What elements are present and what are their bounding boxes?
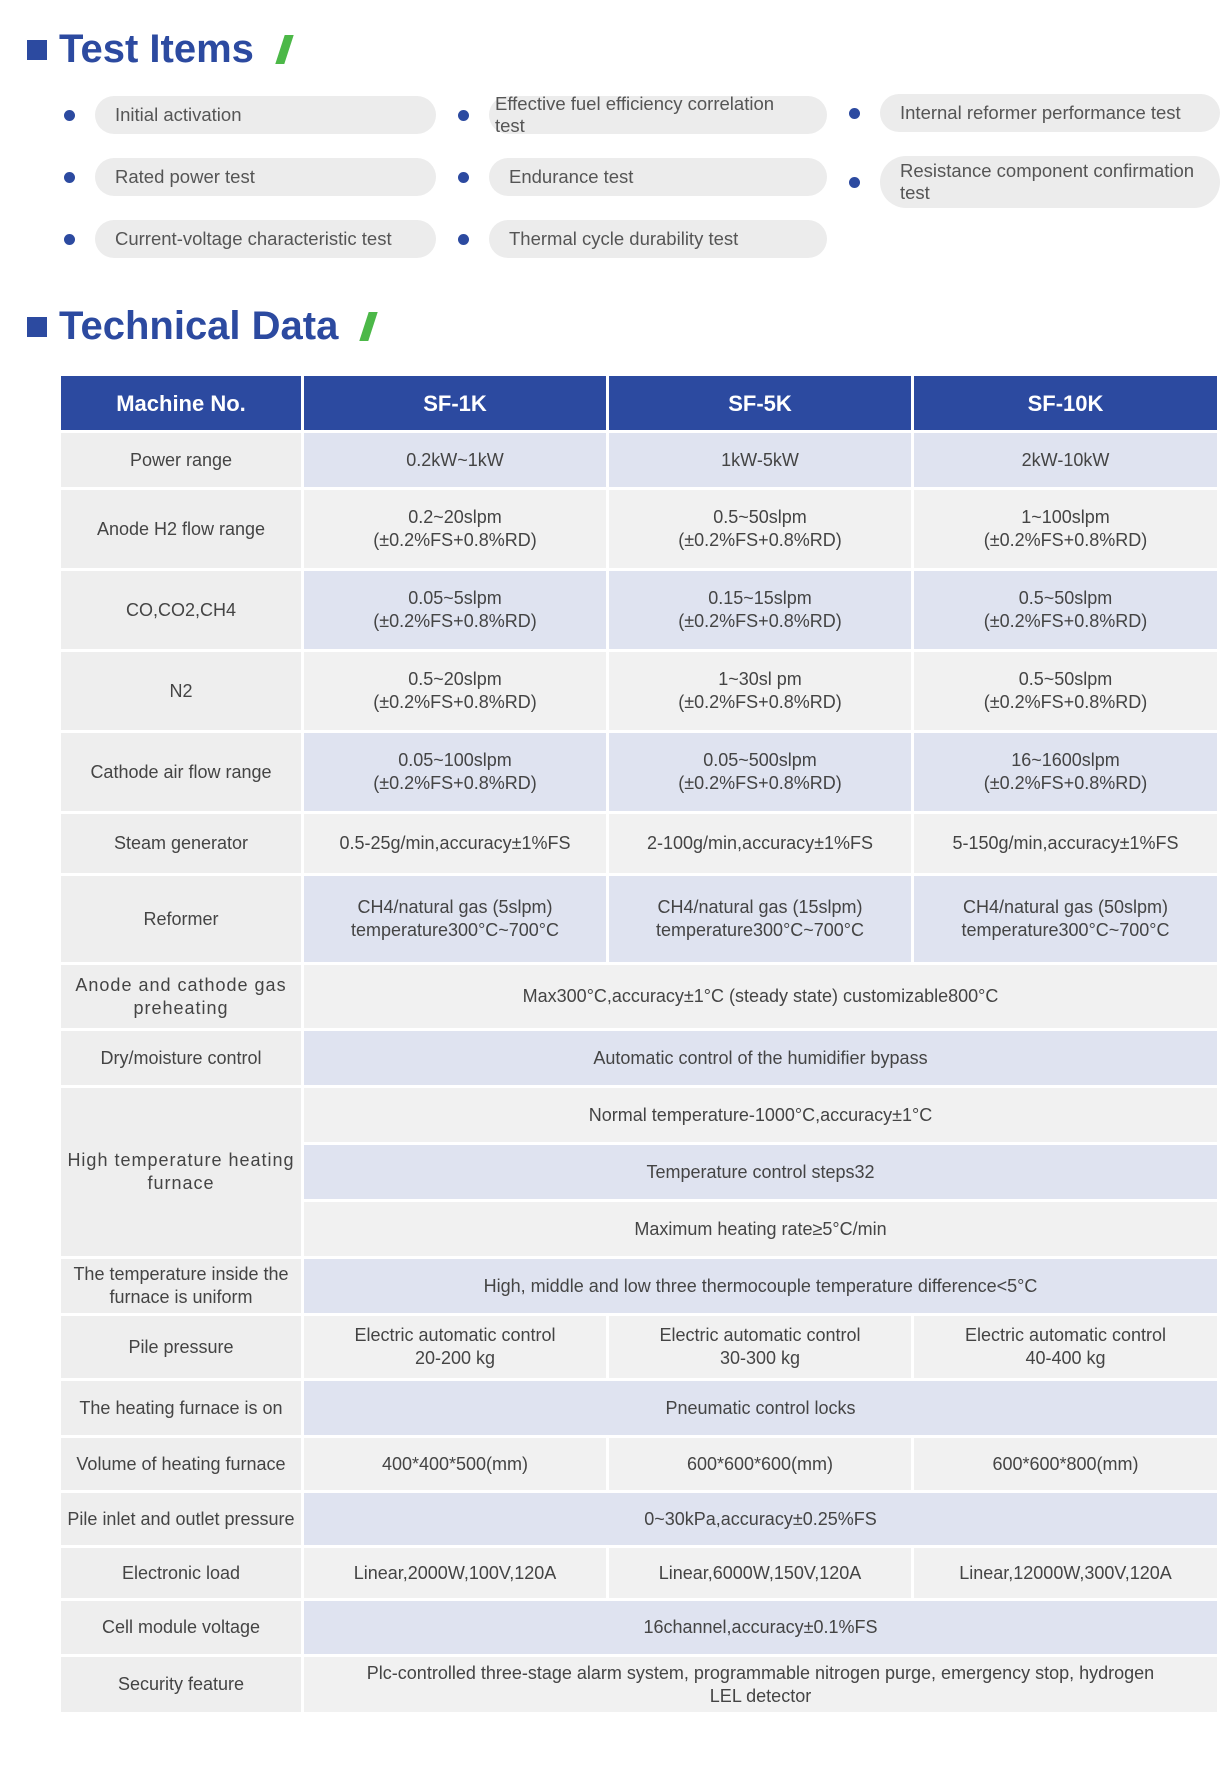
value-cell	[914, 571, 1217, 649]
value-cell: 600*600*600(mm)	[609, 1438, 911, 1490]
value-cell: Linear,6000W,150V,120A	[609, 1548, 911, 1598]
value-line: (±0.2%FS+0.8%RD)	[678, 530, 842, 550]
dot-bullet-icon	[64, 110, 75, 121]
value-line: (±0.2%FS+0.8%RD)	[983, 611, 1148, 631]
value-cell: 16channel,accuracy±0.1%FS	[304, 1601, 1217, 1654]
value-cell	[914, 876, 1217, 962]
header-machine-no: Machine No.	[61, 376, 301, 430]
row-label: Volume of heating furnace	[61, 1438, 301, 1490]
value-cell: Max300°C,accuracy±1°C (steady state) customizable800°C	[304, 965, 1217, 1028]
value-line: 20-200 kg	[414, 1348, 496, 1368]
technical-data-heading	[27, 304, 373, 349]
value-cell	[304, 1316, 606, 1378]
table-row	[61, 1493, 1217, 1545]
value-cell	[914, 490, 1217, 568]
value-line: 16~1600slpm	[1011, 750, 1120, 770]
value-cell: Linear,2000W,100V,120A	[304, 1548, 606, 1598]
value-cell: 5-150g/min,accuracy±1%FS	[914, 814, 1217, 873]
value-cell	[304, 652, 606, 730]
row-label: Pile inlet and outlet pressure	[61, 1493, 301, 1545]
test-item	[64, 220, 436, 258]
value-line: CH4/natural gas (5slpm)	[357, 897, 553, 917]
value-cell	[609, 733, 911, 811]
value-cell: Normal temperature-1000°C,accuracy±1°C	[304, 1088, 1217, 1142]
test-item	[458, 220, 827, 258]
value-cell	[914, 652, 1217, 730]
technical-data-title: Technical Data	[59, 304, 339, 348]
value-line: (±0.2%FS+0.8%RD)	[983, 773, 1148, 793]
value-line: (±0.2%FS+0.8%RD)	[373, 773, 537, 793]
test-item-label: Internal reformer performance test	[880, 94, 1220, 132]
table-row	[61, 1316, 1217, 1378]
table-row	[61, 1548, 1217, 1598]
value-cell: Plc-controlled three-stage alarm system, programmable nitrogen purge, emergency stop, hydrogen LEL detector	[304, 1657, 1217, 1712]
table-row	[61, 876, 1217, 962]
row-label: CO,CO2,CH4	[61, 571, 301, 649]
value-cell: 2-100g/min,accuracy±1%FS	[609, 814, 911, 873]
row-label: Steam generator	[61, 814, 301, 873]
value-cell: Linear,12000W,300V,120A	[914, 1548, 1217, 1598]
value-line: temperature300°C~700°C	[961, 920, 1170, 940]
value-line: 0.2~20slpm	[408, 507, 502, 527]
value-line: 0.5~20slpm	[408, 669, 502, 689]
row-label: High temperature heating furnace	[61, 1088, 301, 1256]
green-slash-icon	[360, 312, 378, 341]
value-line: 0.05~5slpm	[408, 588, 502, 608]
test-item-label: Endurance test	[489, 158, 827, 196]
value-cell: Temperature control steps32	[304, 1145, 1217, 1199]
value-cell	[609, 571, 911, 649]
test-item-label: Rated power test	[95, 158, 436, 196]
table-row	[61, 1088, 1217, 1142]
value-line: 0.05~500slpm	[703, 750, 817, 770]
test-item-label: Thermal cycle durability test	[489, 220, 827, 258]
row-label: Anode H2 flow range	[61, 490, 301, 568]
value-line: (±0.2%FS+0.8%RD)	[983, 692, 1148, 712]
value-line: 0.5~50slpm	[1018, 669, 1113, 689]
value-line: (±0.2%FS+0.8%RD)	[678, 773, 842, 793]
value-cell	[609, 490, 911, 568]
value-cell: 400*400*500(mm)	[304, 1438, 606, 1490]
table-row	[61, 814, 1217, 873]
dot-bullet-icon	[458, 234, 469, 245]
dot-bullet-icon	[458, 110, 469, 121]
test-item	[458, 93, 827, 136]
row-label: The temperature inside the furnace is uniform	[61, 1259, 301, 1313]
table-row	[61, 490, 1217, 568]
value-cell: 1kW-5kW	[609, 433, 911, 487]
value-line: 0.05~100slpm	[398, 750, 512, 770]
value-line: CH4/natural gas (50slpm)	[962, 897, 1169, 917]
value-cell	[609, 652, 911, 730]
value-line: 0.5~50slpm	[713, 507, 807, 527]
value-cell: Pneumatic control locks	[304, 1381, 1217, 1435]
value-line: Electric automatic control	[354, 1325, 556, 1345]
test-item-label: Effective fuel efficiency correlation test	[489, 96, 827, 134]
test-item	[849, 156, 1220, 208]
value-line: Electric automatic control	[964, 1325, 1167, 1345]
test-item-label: Resistance component confirmation test	[880, 156, 1220, 208]
dot-bullet-icon	[64, 172, 75, 183]
table-row	[61, 733, 1217, 811]
value-line: (±0.2%FS+0.8%RD)	[373, 692, 537, 712]
value-cell: 0~30kPa,accuracy±0.25%FS	[304, 1493, 1217, 1545]
square-bullet-icon	[27, 317, 47, 337]
header-sf-10k: SF-10K	[914, 376, 1217, 430]
test-item-label: Current-voltage characteristic test	[95, 220, 436, 258]
value-line: (±0.2%FS+0.8%RD)	[983, 530, 1148, 550]
header-sf-5k: SF-5K	[609, 376, 911, 430]
value-line: 40-400 kg	[1025, 1348, 1106, 1368]
value-cell	[304, 876, 606, 962]
value-line: 30-300 kg	[719, 1348, 801, 1368]
table-row	[61, 1031, 1217, 1085]
value-line: CH4/natural gas (15slpm)	[657, 897, 863, 917]
row-label: Reformer	[61, 876, 301, 962]
table-header-row	[61, 376, 1217, 430]
row-label: Power range	[61, 433, 301, 487]
row-label: Electronic load	[61, 1548, 301, 1598]
value-line: temperature300°C~700°C	[655, 920, 865, 940]
value-line: (±0.2%FS+0.8%RD)	[373, 530, 537, 550]
value-cell: Automatic control of the humidifier bypass	[304, 1031, 1217, 1085]
value-line: temperature300°C~700°C	[350, 920, 560, 940]
value-cell: 600*600*800(mm)	[914, 1438, 1217, 1490]
row-label: Cell module voltage	[61, 1601, 301, 1654]
test-items-heading	[27, 27, 289, 72]
table-row	[61, 1657, 1217, 1712]
row-label: Dry/moisture control	[61, 1031, 301, 1085]
test-item	[849, 94, 1220, 132]
value-cell: 2kW-10kW	[914, 433, 1217, 487]
row-label: N2	[61, 652, 301, 730]
table-row	[61, 1259, 1217, 1313]
dot-bullet-icon	[849, 108, 860, 119]
value-line: 1~100slpm	[1021, 507, 1110, 527]
table-row	[61, 1601, 1217, 1654]
header-sf-1k: SF-1K	[304, 376, 606, 430]
row-label: Anode and cathode gas preheating	[61, 965, 301, 1028]
square-bullet-icon	[27, 40, 47, 60]
row-label: The heating furnace is on	[61, 1381, 301, 1435]
table-row	[61, 433, 1217, 487]
value-cell	[304, 571, 606, 649]
table-row	[61, 571, 1217, 649]
value-cell	[914, 1316, 1217, 1378]
dot-bullet-icon	[64, 234, 75, 245]
test-item	[458, 158, 827, 196]
value-cell: Maximum heating rate≥5°C/min	[304, 1202, 1217, 1256]
row-label: Pile pressure	[61, 1316, 301, 1378]
value-cell: High, middle and low three thermocouple temperature difference<5°C	[304, 1259, 1217, 1313]
test-items-title: Test Items	[59, 27, 254, 71]
test-item	[64, 158, 436, 196]
value-line: 1~30sl pm	[718, 669, 802, 689]
technical-data-table	[58, 373, 1220, 1715]
value-line: 0.5~50slpm	[1018, 588, 1113, 608]
green-slash-icon	[275, 35, 293, 64]
dot-bullet-icon	[849, 177, 860, 188]
value-cell	[304, 490, 606, 568]
table-row	[61, 652, 1217, 730]
test-item	[64, 96, 436, 134]
value-line: (±0.2%FS+0.8%RD)	[678, 692, 842, 712]
row-label: Security feature	[61, 1657, 301, 1712]
value-line: 0.15~15slpm	[708, 588, 812, 608]
value-cell	[609, 876, 911, 962]
value-line: (±0.2%FS+0.8%RD)	[373, 611, 537, 631]
value-line: (±0.2%FS+0.8%RD)	[678, 611, 842, 631]
value-cell	[914, 733, 1217, 811]
value-line: Electric automatic control	[659, 1325, 861, 1345]
dot-bullet-icon	[458, 172, 469, 183]
value-cell	[304, 733, 606, 811]
value-cell	[609, 1316, 911, 1378]
row-label: Cathode air flow range	[61, 733, 301, 811]
value-cell: 0.2kW~1kW	[304, 433, 606, 487]
table-row	[61, 1438, 1217, 1490]
table-row	[61, 1381, 1217, 1435]
table-row	[61, 965, 1217, 1028]
value-cell: 0.5-25g/min,accuracy±1%FS	[304, 814, 606, 873]
test-item-label: Initial activation	[95, 96, 436, 134]
